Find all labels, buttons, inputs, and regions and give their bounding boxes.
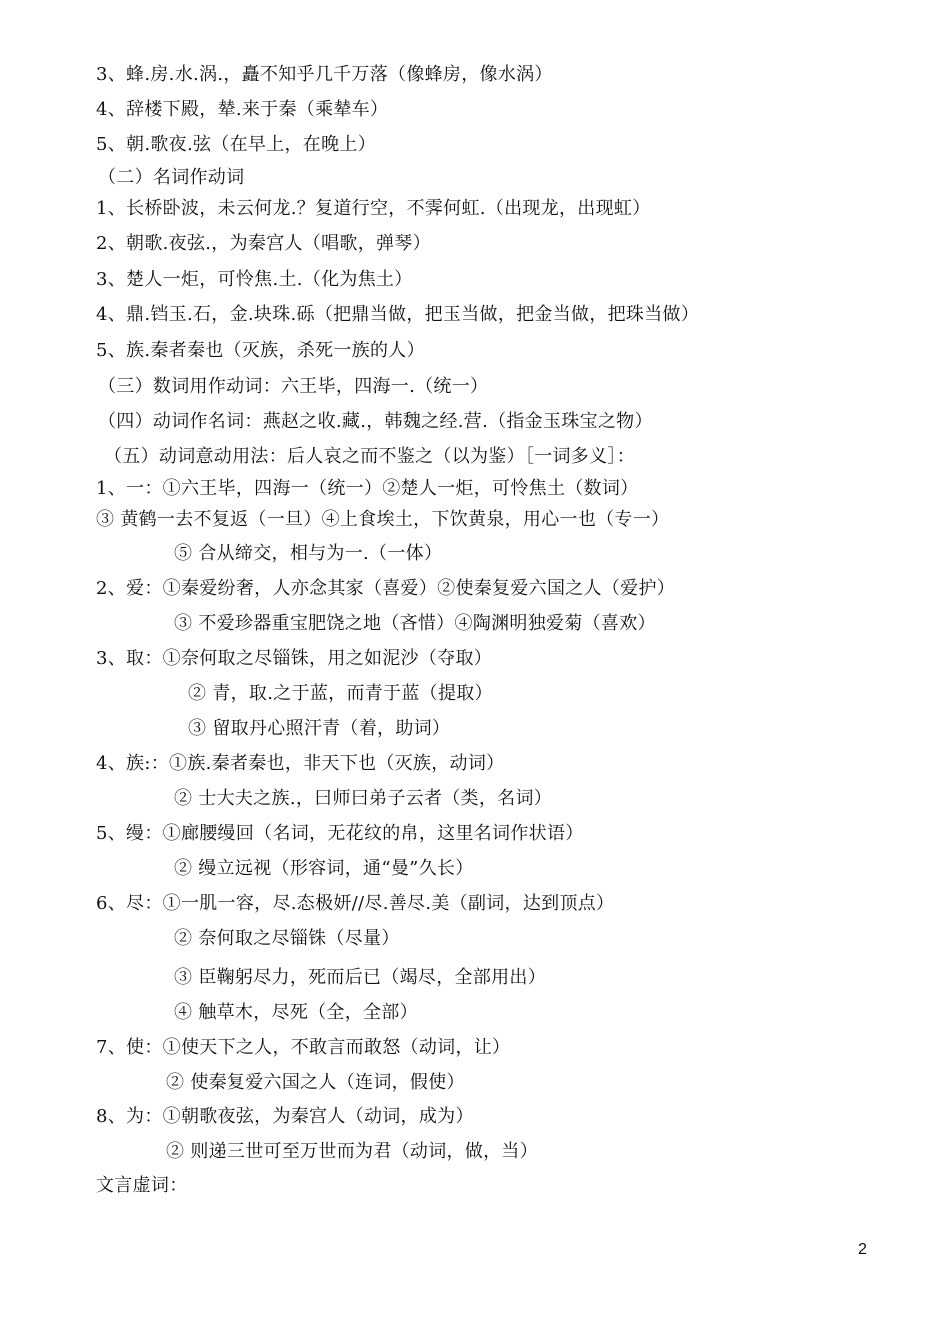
text-line: 6、尽：①一肌一容，尽.态极妍//尽.善尽.美（副词，达到顶点） bbox=[96, 893, 615, 914]
section-heading: （二）名词作动词 bbox=[98, 167, 245, 188]
text-line: ③ 留取丹心照汗青（着，助词） bbox=[188, 718, 451, 739]
text-line: ② 奈何取之尽锱铢（尽量） bbox=[174, 928, 400, 949]
text-line: ② 士大夫之族.，曰师曰弟子云者（类，名词） bbox=[174, 788, 553, 809]
text-line: 4、鼎.铛玉.石，金.块珠.砾（把鼎当做，把玉当做，把金当做，把珠当做） bbox=[96, 304, 700, 325]
text-line: 4、族:：①族.秦者秦也，非天下也（灭族，动词） bbox=[96, 753, 505, 774]
text-line: ② 缦立远视（形容词，通“曼”久长） bbox=[174, 858, 474, 879]
page-number: 2 bbox=[858, 1241, 867, 1258]
section-heading: （三）数词用作动词：六王毕，四海一.（统一） bbox=[98, 376, 489, 397]
section-heading: 文言虚词： bbox=[96, 1175, 188, 1196]
text-line: ② 青，取.之于蓝，而青于蓝（提取） bbox=[188, 683, 493, 704]
text-line: ④ 触草木，尽死（全，全部） bbox=[174, 1002, 418, 1023]
section-heading: （五）动词意动用法：后人哀之而不鉴之（以为鉴）［一词多义］： bbox=[104, 446, 635, 467]
text-line: ③ 臣鞠躬尽力，死而后已（竭尽，全部用出） bbox=[174, 967, 547, 988]
text-line: ⑤ 合从缔交，相与为一.（一体） bbox=[174, 543, 443, 564]
text-line: 8、为：①朝歌夜弦，为秦宫人（动词，成为） bbox=[96, 1106, 474, 1127]
text-line: ③ 不爱珍器重宝肥饶之地（吝惜）④陶渊明独爱菊（喜欢） bbox=[174, 613, 656, 634]
text-line: 5、缦：①廊腰缦回（名词，无花纹的帛，这里名词作状语） bbox=[96, 823, 584, 844]
text-line: 1、长桥卧波，未云何龙.？复道行空，不霁何虹.（出现龙，出现虹） bbox=[96, 198, 651, 219]
text-line: 2、朝歌.夜弦.，为秦宫人（唱歌，弹琴） bbox=[96, 233, 431, 254]
text-line: ② 使秦复爱六国之人（连词，假使） bbox=[166, 1072, 465, 1093]
text-line: 5、朝.歌夜.弦（在早上，在晚上） bbox=[96, 134, 376, 155]
text-line: 5、族.秦者秦也（灭族，杀死一族的人） bbox=[96, 340, 425, 361]
text-line: ② 则递三世可至万世而为君（动词，做，当） bbox=[166, 1141, 539, 1162]
text-line: 3、楚人一炬，可怜焦.土.（化为焦土） bbox=[96, 269, 413, 290]
text-line: 4、辞楼下殿，辇.来于秦（乘辇车） bbox=[96, 99, 389, 120]
text-line: 3、取：①奈何取之尽锱铢，用之如泥沙（夺取） bbox=[96, 648, 493, 669]
text-line: 1、一：①六王毕，四海一（统一）②楚人一炬，可怜焦土（数词） bbox=[96, 478, 639, 499]
text-line: ③ 黄鹤一去不复返（一旦）④上食埃土，下饮黄泉，用心一也（专一） bbox=[96, 509, 670, 530]
section-heading: （四）动词作名词：燕赵之收.藏.，韩魏之经.营.（指金玉珠宝之物） bbox=[98, 411, 653, 432]
text-line: 7、使：①使天下之人，不敢言而敢怒（动词，让） bbox=[96, 1037, 511, 1058]
text-line: 3、蜂.房.水.涡.，矗不知乎几千万落（像蜂房，像水涡） bbox=[96, 64, 553, 85]
text-line: 2、爱：①秦爱纷奢，人亦念其家（喜爱）②使秦复爱六国之人（爱护） bbox=[96, 578, 676, 599]
